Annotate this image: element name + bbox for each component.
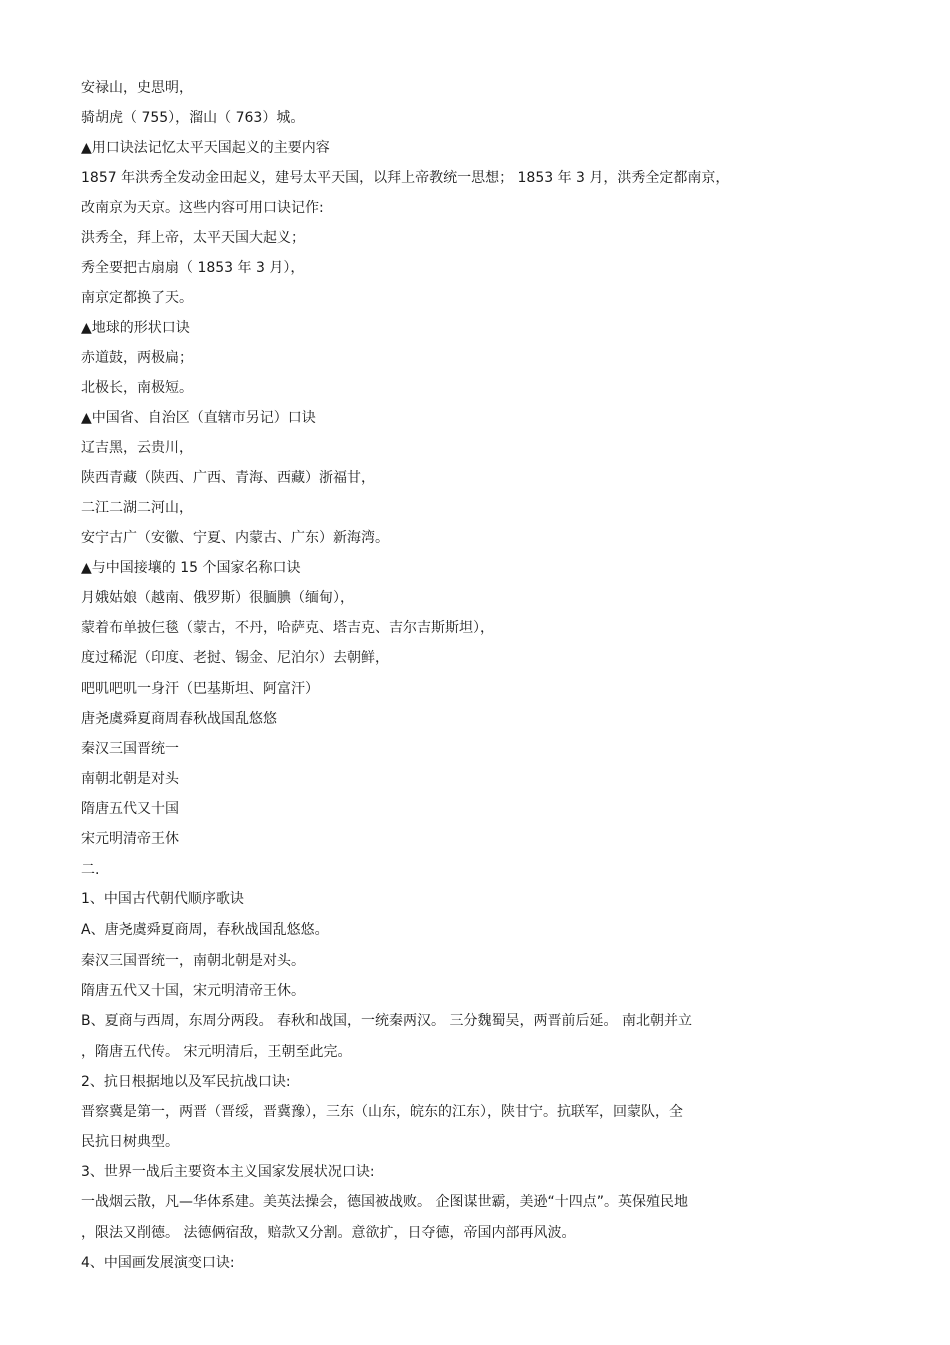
text-line: 蒙着布单披仨毯（蒙古，不丹，哈萨克、塔吉克、吉尔吉斯斯坦）， — [81, 620, 494, 636]
text-line: 唐尧虞舜夏商周春秋战国乱悠悠 — [81, 711, 277, 727]
section-heading: ▲用口诀法记忆太平天国起义的主要内容 — [81, 140, 330, 156]
section-heading: 1、中国古代朝代顺序歌诀 — [81, 891, 244, 907]
text-line: ，限法又削德。 法德俩宿敌，赔款又分割。意欲扩，日夺德，帝国内部再风波。 — [81, 1225, 576, 1241]
text-line: 改南京为天京。这些内容可用口诀记作: — [81, 200, 324, 216]
text-line: 安宁古广（安徽、宁夏、内蒙古、广东）新海湾。 — [81, 530, 389, 546]
section-heading: ▲地球的形状口诀 — [81, 320, 190, 336]
section-heading: ▲与中国接壤的 15 个国家名称口诀 — [81, 560, 301, 576]
text-line: 骑胡虎（ 755），溜山（ 763）城。 — [81, 110, 305, 126]
text-line: 隋唐五代又十国，宋元明清帝王休。 — [81, 983, 305, 999]
text-line: 南朝北朝是对头 — [81, 771, 179, 787]
text-line: 赤道鼓，两极扁； — [81, 350, 193, 366]
text-line: 度过稀泥（印度、老挝、锡金、尼泊尔）去朝鲜， — [81, 650, 389, 666]
text-line: 一战烟云散，凡—华体系建。美英法操会，德国被战败。 企图谋世霸，美逊“十四点”。英保殖民地 — [81, 1194, 688, 1210]
text-line: 吧叽吧叽一身汗（巴基斯坦、阿富汗） — [81, 681, 319, 697]
section-heading: 4、中国画发展演变口诀: — [81, 1255, 235, 1271]
text-line: 陕西青藏（陕西、广西、青海、西藏）浙福甘， — [81, 470, 375, 486]
text-line: 北极长，南极短。 — [81, 380, 193, 396]
text-line: 秦汉三国晋统一，南朝北朝是对头。 — [81, 953, 305, 969]
section-number: 二. — [81, 862, 100, 878]
text-line: 月娥姑娘（越南、俄罗斯）很腼腆（缅甸）， — [81, 590, 354, 606]
text-line: 1857 年洪秀全发动金田起义，建号太平天国，以拜上帝教统一思想； 1853 年 3 月，洪秀全定都南京， — [81, 170, 730, 186]
text-line: 秦汉三国晋统一 — [81, 741, 179, 757]
text-line: 洪秀全，拜上帝，太平天国大起义； — [81, 230, 305, 246]
text-line: 安禄山，史思明， — [81, 80, 193, 96]
text-line: ，隋唐五代传。 宋元明清后，王朝至此完。 — [81, 1044, 352, 1060]
text-line: 宋元明清帝王休 — [81, 831, 179, 847]
section-heading: 2、抗日根据地以及军民抗战口诀: — [81, 1074, 291, 1090]
text-line: 秀全要把古扇扇（ 1853 年 3 月）， — [81, 260, 305, 276]
text-line: 二江二湖二河山， — [81, 500, 193, 516]
text-line: 民抗日树典型。 — [81, 1134, 179, 1150]
text-line: A、唐尧虞舜夏商周，春秋战国乱悠悠。 — [81, 922, 329, 938]
section-heading: ▲中国省、自治区（直辖市另记）口诀 — [81, 410, 316, 426]
text-line: 晋察冀是第一，两晋（晋绥，晋冀豫），三东（山东，皖东的江东），陕甘宁。抗联军，回蒙队，全 — [81, 1104, 683, 1120]
text-line: B、夏商与西周，东周分两段。 春秋和战国，一统秦两汉。 三分魏蜀吴，两晋前后延。 南北朝并立 — [81, 1013, 692, 1029]
section-heading: 3、世界一战后主要资本主义国家发展状况口诀: — [81, 1164, 375, 1180]
text-line: 南京定都换了天。 — [81, 290, 193, 306]
text-line: 辽吉黑，云贵川， — [81, 440, 193, 456]
text-line: 隋唐五代又十国 — [81, 801, 179, 817]
